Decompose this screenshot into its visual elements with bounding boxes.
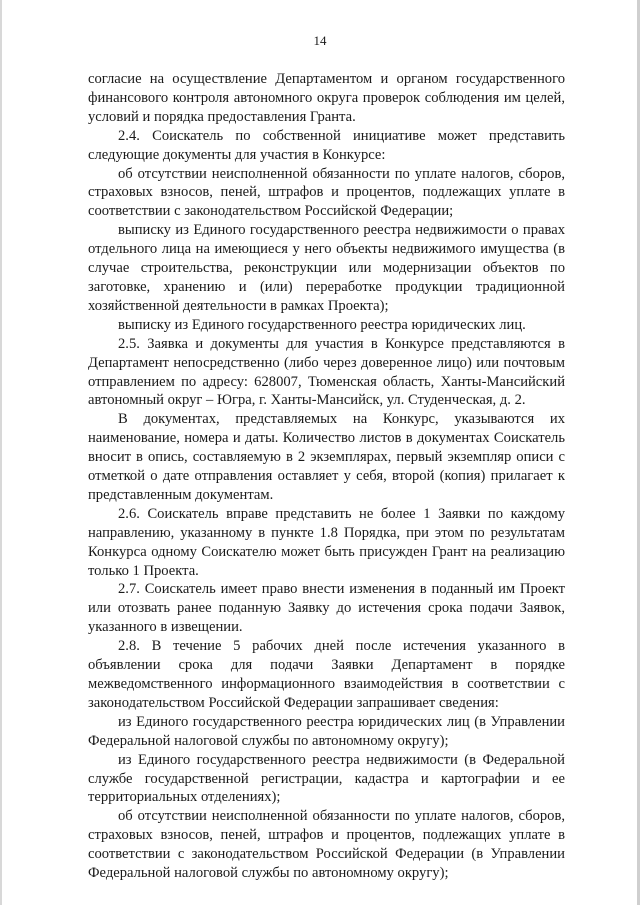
list-item-tax-obligations: об отсутствии неисполненной обязанности по уплате налогов, сборов, страховых взносов, пеней, штрафов и процентов, подлежащих уплате в соответствии с законодательством Российской Федерации; [88,165,565,220]
paragraph-2-7: 2.7. Соискатель имеет право внести изменения в поданный им Проект или отозвать ранее поданную Заявку до истечения срока подачи Заявок, указанного в извещении. [88,581,565,636]
list-item-legal-entities-extract: выписку из Единого государственного реестра юридических лиц. [118,316,526,333]
paragraph-2-4: 2.4. Соискатель по собственной инициативе может представить следующие документы для участия в Конкурсе: [88,127,565,163]
list-item-real-estate-extract: выписку из Единого государственного реестра недвижимости о правах отдельного лица на имеющиеся у него объекты недвижимого имущества (в случае строительства, реконструкции или модернизации объектов по заготовке, хранению и (или) переработке продукции традиционной хозяйственной деятельности в рамках Проекта); [88,222,565,314]
paragraph-documents-inventory: В документах, представляемых на Конкурс, указываются их наименование, номера и даты. Количество листов в документах Соискатель вносит в опись, составляемую в 2 экземплярах, первый экземпляр описи с отметкой о дате отправления оставляет у себя, второй (копия) прилагает к представленным документам. [88,411,565,503]
list-item-real-estate-registry: из Единого государственного реестра недвижимости (в Федеральной службе государственной регистрации, кадастра и картографии и ее территориальных отделениях); [88,751,565,806]
scan-edge-left [0,0,2,905]
document-body [88,70,565,883]
paragraph-2-6: 2.6. Соискатель вправе представить не более 1 Заявки по каждому направлению, указанному в пункте 1.8 Порядка, при этом по результатам Конкурса одному Соискателю может быть присужден Грант на реализацию только 1 Проекта. [88,505,565,579]
list-item-tax-obligations-request: об отсутствии неисполненной обязанности по уплате налогов, сборов, страховых взносов, пеней, штрафов и процентов, подлежащих уплате в соответствии с законодательством Российской Федерации (в Управлении Федеральной налоговой службы по автономному округу); [88,808,565,882]
paragraph-consent-continuation: согласие на осуществление Департаментом и органом государственного финансового контроля автономного округа проверок соблюдения им целей, условий и порядка предоставления Гранта. [88,71,565,125]
list-item-legal-entities-registry: из Единого государственного реестра юридических лиц (в Управлении Федеральной налоговой службы по автономному округу); [88,713,565,749]
page-number: 14 [313,33,327,48]
paragraph-2-5: 2.5. Заявка и документы для участия в Конкурсе представляются в Департамент непосредственно (либо через доверенное лицо) или почтовым отправлением по адресу: 628007, Тюменская область, Ханты-Мансийский автономный округ – Югра, г. Ханты-Мансийск, ул. Студенческая, д. 2. [88,335,565,409]
paragraph-2-8: 2.8. В течение 5 рабочих дней после истечения указанного в объявлении срока для подачи Заявки Департамент в порядке межведомственного информационного взаимодействия в соответствии с законодательством Российской Федерации запрашивает сведения: [88,638,565,711]
